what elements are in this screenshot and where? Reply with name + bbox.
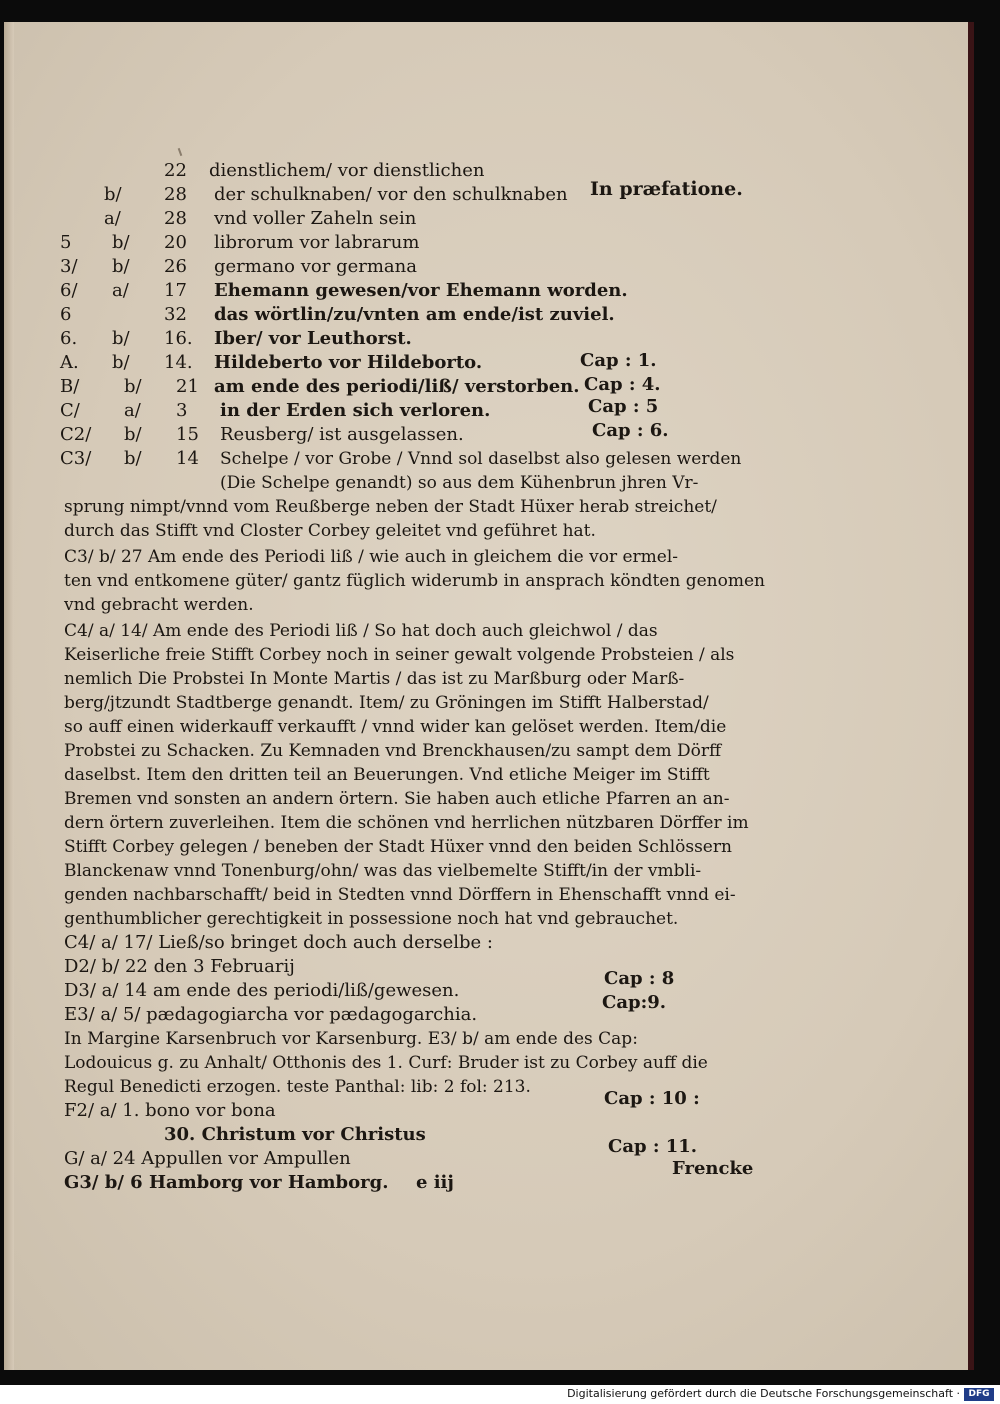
errata-num: 21 bbox=[176, 376, 199, 397]
errata-num: 26 bbox=[164, 256, 187, 277]
errata-text: Schelpe / vor Grobe / Vnnd sol daselbst also gelesen werden bbox=[220, 449, 742, 469]
errata-text: der schulknaben/ vor den schulknaben bbox=[214, 184, 568, 205]
text-line: durch das Stifft vnd Closter Corbey geleitet vnd geführet hat. bbox=[64, 521, 596, 541]
book-page bbox=[4, 22, 968, 1370]
errata-text: Hildeberto vor Hildeborto. bbox=[214, 352, 483, 373]
errata-line: E3/ a/ 5/ pædagogiarcha vor pædagogarchia. bbox=[64, 1004, 478, 1025]
errata-line: 30. Christum vor Christus bbox=[164, 1124, 426, 1145]
errata-sheet: 5 bbox=[60, 232, 72, 253]
errata-text: librorum vor labrarum bbox=[214, 232, 420, 253]
errata-text: Iber/ vor Leuthorst. bbox=[214, 328, 412, 349]
cap-note: Cap:9. bbox=[602, 992, 667, 1013]
errata-sheet: 6 bbox=[60, 304, 72, 325]
cap-note: Cap : 6. bbox=[592, 420, 669, 441]
errata-num: 20 bbox=[164, 232, 187, 253]
funding-notice: Digitalisierung gefördert durch die Deutsche Forschungsgemeinschaft · bbox=[567, 1387, 960, 1400]
catchword: Frencke bbox=[672, 1158, 754, 1179]
errata-col: b/ bbox=[112, 232, 130, 253]
footer-bar bbox=[0, 1385, 1000, 1404]
text-line: C3/ b/ 27 Am ende des Periodi liß / wie auch in gleichem die vor ermel- bbox=[64, 547, 679, 567]
text-line: Stifft Corbey gelegen / beneben der Stadt Hüxer vnnd den beiden Schlössern bbox=[64, 837, 732, 857]
errata-num: 3 bbox=[176, 400, 188, 421]
errata-num: 17 bbox=[164, 280, 187, 301]
errata-col: b/ bbox=[124, 448, 142, 469]
errata-num: 28 bbox=[164, 184, 187, 205]
signature-mark: e iij bbox=[416, 1172, 454, 1193]
errata-num: 22 bbox=[164, 160, 187, 181]
ink-mark bbox=[178, 148, 183, 156]
cap-note: Cap : 1. bbox=[580, 350, 657, 371]
errata-line: F2/ a/ 1. bono vor bona bbox=[64, 1100, 276, 1121]
errata-sheet: C3/ bbox=[60, 448, 92, 469]
margin-note: In Margine Karsenbruch vor Karsenburg. E3/ b/ am ende des Cap: bbox=[64, 1029, 638, 1049]
errata-line: D2/ b/ 22 den 3 Februarij bbox=[64, 956, 295, 977]
page-gutter bbox=[4, 22, 14, 1370]
errata-num: 14 bbox=[176, 448, 199, 469]
errata-col: a/ bbox=[112, 280, 129, 301]
errata-sheet: 3/ bbox=[60, 256, 78, 277]
errata-sheet: A. bbox=[60, 352, 79, 373]
errata-num: 16. bbox=[164, 328, 193, 349]
text-line: Bremen vnd sonsten an andern örtern. Sie haben auch etliche Pfarren an an- bbox=[64, 789, 730, 809]
cap-note: Cap : 11. bbox=[608, 1136, 698, 1157]
errata-num: 28 bbox=[164, 208, 187, 229]
text-line: genthumblicher gerechtigkeit in possessione noch hat vnd gebrauchet. bbox=[64, 909, 679, 929]
text-line: ten vnd entkomene güter/ gantz füglich widerumb in ansprach köndten genomen bbox=[64, 571, 765, 591]
text-line: Probstei zu Schacken. Zu Kemnaden vnd Brenckhausen/zu sampt dem Dörff bbox=[64, 741, 722, 761]
errata-line: D3/ a/ 14 am ende des periodi/liß/gewesen. bbox=[64, 980, 460, 1001]
text-line: dern örtern zuverleihen. Item die schönen vnd herrlichen nützbaren Dörffer im bbox=[64, 813, 749, 833]
errata-text: das wörtlin/zu/vnten am ende/ist zuviel. bbox=[214, 304, 615, 325]
text-line: Blanckenaw vnnd Tonenburg/ohn/ was das vielbemelte Stifft/in der vmbli- bbox=[64, 861, 702, 881]
errata-text: dienstlichem/ vor dienstlichen bbox=[209, 160, 485, 181]
text-line: (Die Schelpe genandt) so aus dem Kühenbrun jhren Vr- bbox=[220, 473, 699, 493]
errata-sheet: 6/ bbox=[60, 280, 78, 301]
cap-note: Cap : 4. bbox=[584, 374, 661, 395]
dfg-logo-icon: DFG bbox=[964, 1388, 994, 1401]
errata-sheet: B/ bbox=[60, 376, 80, 397]
praefatio-note: In præfatione. bbox=[590, 178, 743, 200]
errata-col: a/ bbox=[124, 400, 141, 421]
text-line: daselbst. Item den dritten teil an Beuerungen. Vnd etliche Meiger im Stifft bbox=[64, 765, 710, 785]
cap-note: Cap : 5 bbox=[588, 396, 659, 417]
errata-text: germano vor germana bbox=[214, 256, 417, 277]
errata-col: b/ bbox=[112, 328, 130, 349]
errata-col: a/ bbox=[104, 208, 121, 229]
errata-col: b/ bbox=[124, 424, 142, 445]
errata-num: 15 bbox=[176, 424, 199, 445]
text-line: C4/ a/ 14/ Am ende des Periodi liß / So hat doch auch gleichwol / das bbox=[64, 621, 658, 641]
text-line: genden nachbarschafft/ beid in Stedten vnnd Dörffern in Ehenschafft vnnd ei- bbox=[64, 885, 736, 905]
errata-text: vnd voller Zaheln sein bbox=[214, 208, 417, 229]
errata-text: Reusberg/ ist ausgelassen. bbox=[220, 424, 464, 445]
page-edge-binding bbox=[968, 22, 974, 1370]
margin-note: Regul Benedicti erzogen. teste Panthal: lib: 2 fol: 213. bbox=[64, 1077, 531, 1097]
cap-note: Cap : 8 bbox=[604, 968, 675, 989]
errata-line: G/ a/ 24 Appullen vor Ampullen bbox=[64, 1148, 351, 1169]
errata-col: b/ bbox=[104, 184, 122, 205]
errata-sheet: C2/ bbox=[60, 424, 92, 445]
errata-col: b/ bbox=[112, 352, 130, 373]
errata-sheet: C/ bbox=[60, 400, 80, 421]
text-line: so auff einen widerkauff verkaufft / vnnd wider kan gelöset werden. Item/die bbox=[64, 717, 727, 737]
text-line: berg/jtzundt Stadtberge genandt. Item/ zu Gröningen im Stifft Halberstad/ bbox=[64, 693, 709, 713]
errata-line: G3/ b/ 6 Hamborg vor Hamborg. bbox=[64, 1172, 389, 1193]
errata-line: C4/ a/ 17/ Ließ/so bringet doch auch derselbe : bbox=[64, 932, 493, 953]
cap-note: Cap : 10 : bbox=[604, 1088, 700, 1109]
text-line: nemlich Die Probstei In Monte Martis / das ist zu Marßburg oder Marß- bbox=[64, 669, 685, 689]
errata-col: b/ bbox=[112, 256, 130, 277]
errata-num: 32 bbox=[164, 304, 187, 325]
errata-text: in der Erden sich verloren. bbox=[220, 400, 491, 421]
errata-sheet: 6. bbox=[60, 328, 78, 349]
errata-col: b/ bbox=[124, 376, 142, 397]
errata-text: Ehemann gewesen/vor Ehemann worden. bbox=[214, 280, 628, 301]
text-line: vnd gebracht werden. bbox=[64, 595, 254, 615]
text-line: Keiserliche freie Stifft Corbey noch in seiner gewalt volgende Probsteien / als bbox=[64, 645, 735, 665]
text-line: sprung nimpt/vnnd vom Reußberge neben der Stadt Hüxer herab streichet/ bbox=[64, 497, 717, 517]
errata-num: 14. bbox=[164, 352, 193, 373]
margin-note: Lodouicus g. zu Anhalt/ Otthonis des 1. Curf: Bruder ist zu Corbey auff die bbox=[64, 1053, 708, 1073]
errata-text: am ende des periodi/liß/ verstorben. bbox=[214, 376, 580, 397]
